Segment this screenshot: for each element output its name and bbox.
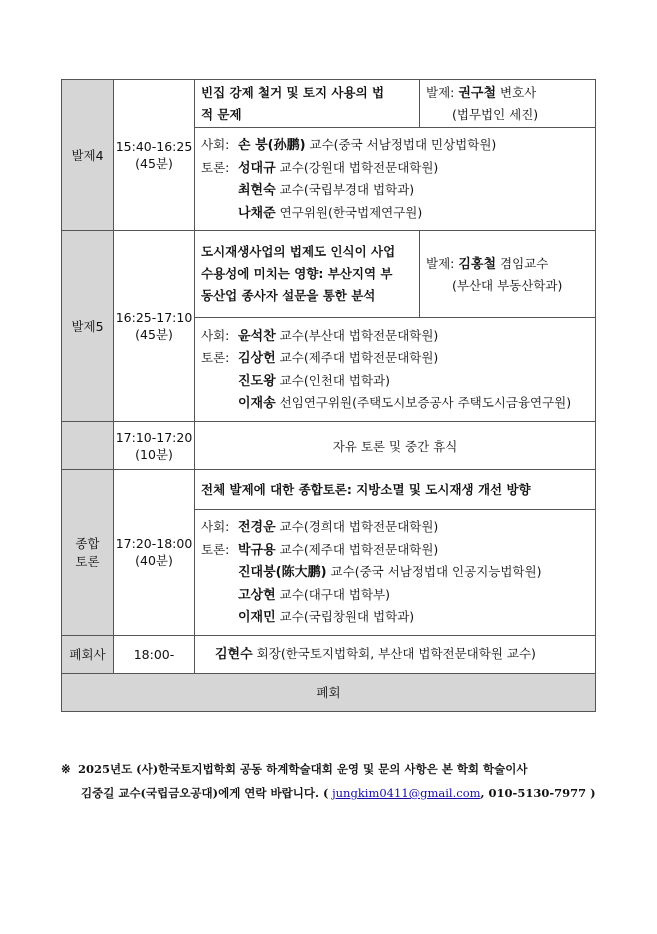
closing-row	[62, 673, 596, 711]
schedule-table	[61, 79, 596, 712]
session4-topic: 빈집 강제 철거 및 토지 사용의 법 적 문제	[195, 80, 420, 128]
general-discussion: 사회: 전경운 교수(경희대 법학전문대학원) 토론: 박규용 교수(제주대 법학전문대학원) 진대붕(陈大鹏) 교수(중국 서남정법대 인공지능법학원) 고상현 교수(대구대 법학부) 이재민 교수(국립창원대 법학과)	[195, 510, 596, 636]
session5-discussion: 사회: 윤석찬 교수(부산대 법학전문대학원) 토론: 김상헌 교수(제주대 법학전문대학원) 진도왕 교수(인천대 법학과) 이재송 선임연구위원(주택도시보증공사 주택도시금융연구원)	[195, 318, 596, 422]
general-topic-row	[62, 470, 596, 510]
break-section	[62, 422, 114, 470]
note-phone: , 010-5130-7977 )	[480, 786, 596, 800]
closing-remarks-label: 폐회사	[62, 635, 114, 673]
session5-time: 16:25-17:10 (45분)	[114, 231, 195, 422]
general-label: 종합 토론	[62, 470, 114, 636]
general-time: 17:20-18:00 (40분)	[114, 470, 195, 636]
note-line1: 2025년도 (사)한국토지법학회 공동 하계학술대회 운영 및 문의 사항은 본 학회 학술이사	[77, 762, 528, 776]
break-time: 17:10-17:20 (10분)	[114, 422, 195, 470]
note-mark: ※	[61, 762, 71, 776]
session5-topic-row	[62, 231, 596, 318]
contact-email-link[interactable]: jungkim0411@gmail.com	[332, 786, 481, 800]
contact-note	[61, 757, 601, 805]
closing-remarks-speaker: 김현수 회장(한국토지법학회, 부산대 법학전문대학원 교수)	[195, 635, 596, 673]
closing-label: 폐회	[62, 673, 596, 711]
session4-label: 발제4	[62, 80, 114, 231]
general-topic: 전체 발제에 대한 종합토론: 지방소멸 및 도시재생 개선 방향	[195, 470, 596, 510]
break-row	[62, 422, 596, 470]
session5-topic: 도시재생사업의 법제도 인식이 사업 수용성에 미치는 영향: 부산지역 부 동산업 종사자 설문을 통한 분석	[195, 231, 420, 318]
session4-presenter: 발제: 권구철 변호사 (법무법인 세진)	[420, 80, 596, 128]
closing-remarks-time: 18:00-	[114, 635, 195, 673]
note-line2: 김중길 교수(국립금오공대)에게 연락 바랍니다. (	[81, 786, 329, 800]
session5-presenter: 발제: 김홍철 겸임교수 (부산대 부동산학과)	[420, 231, 596, 318]
break-label: 자유 토론 및 중간 휴식	[195, 422, 596, 470]
session4-topic-row	[62, 80, 596, 128]
presenter-name: 권구철	[458, 86, 497, 101]
closing-remarks-row	[62, 635, 596, 673]
session4-time: 15:40-16:25 (45분)	[114, 80, 195, 231]
presenter-name: 김홍철	[458, 256, 497, 272]
session5-label: 발제5	[62, 231, 114, 422]
session4-discussion: 사회: 손 붕(孙鹏) 교수(중국 서남정법대 민상법학원) 토론: 성대규 교수(강원대 법학전문대학원) 최현숙 교수(국립부경대 법학과) 나채준 연구위원(한국법제연구원)	[195, 128, 596, 231]
